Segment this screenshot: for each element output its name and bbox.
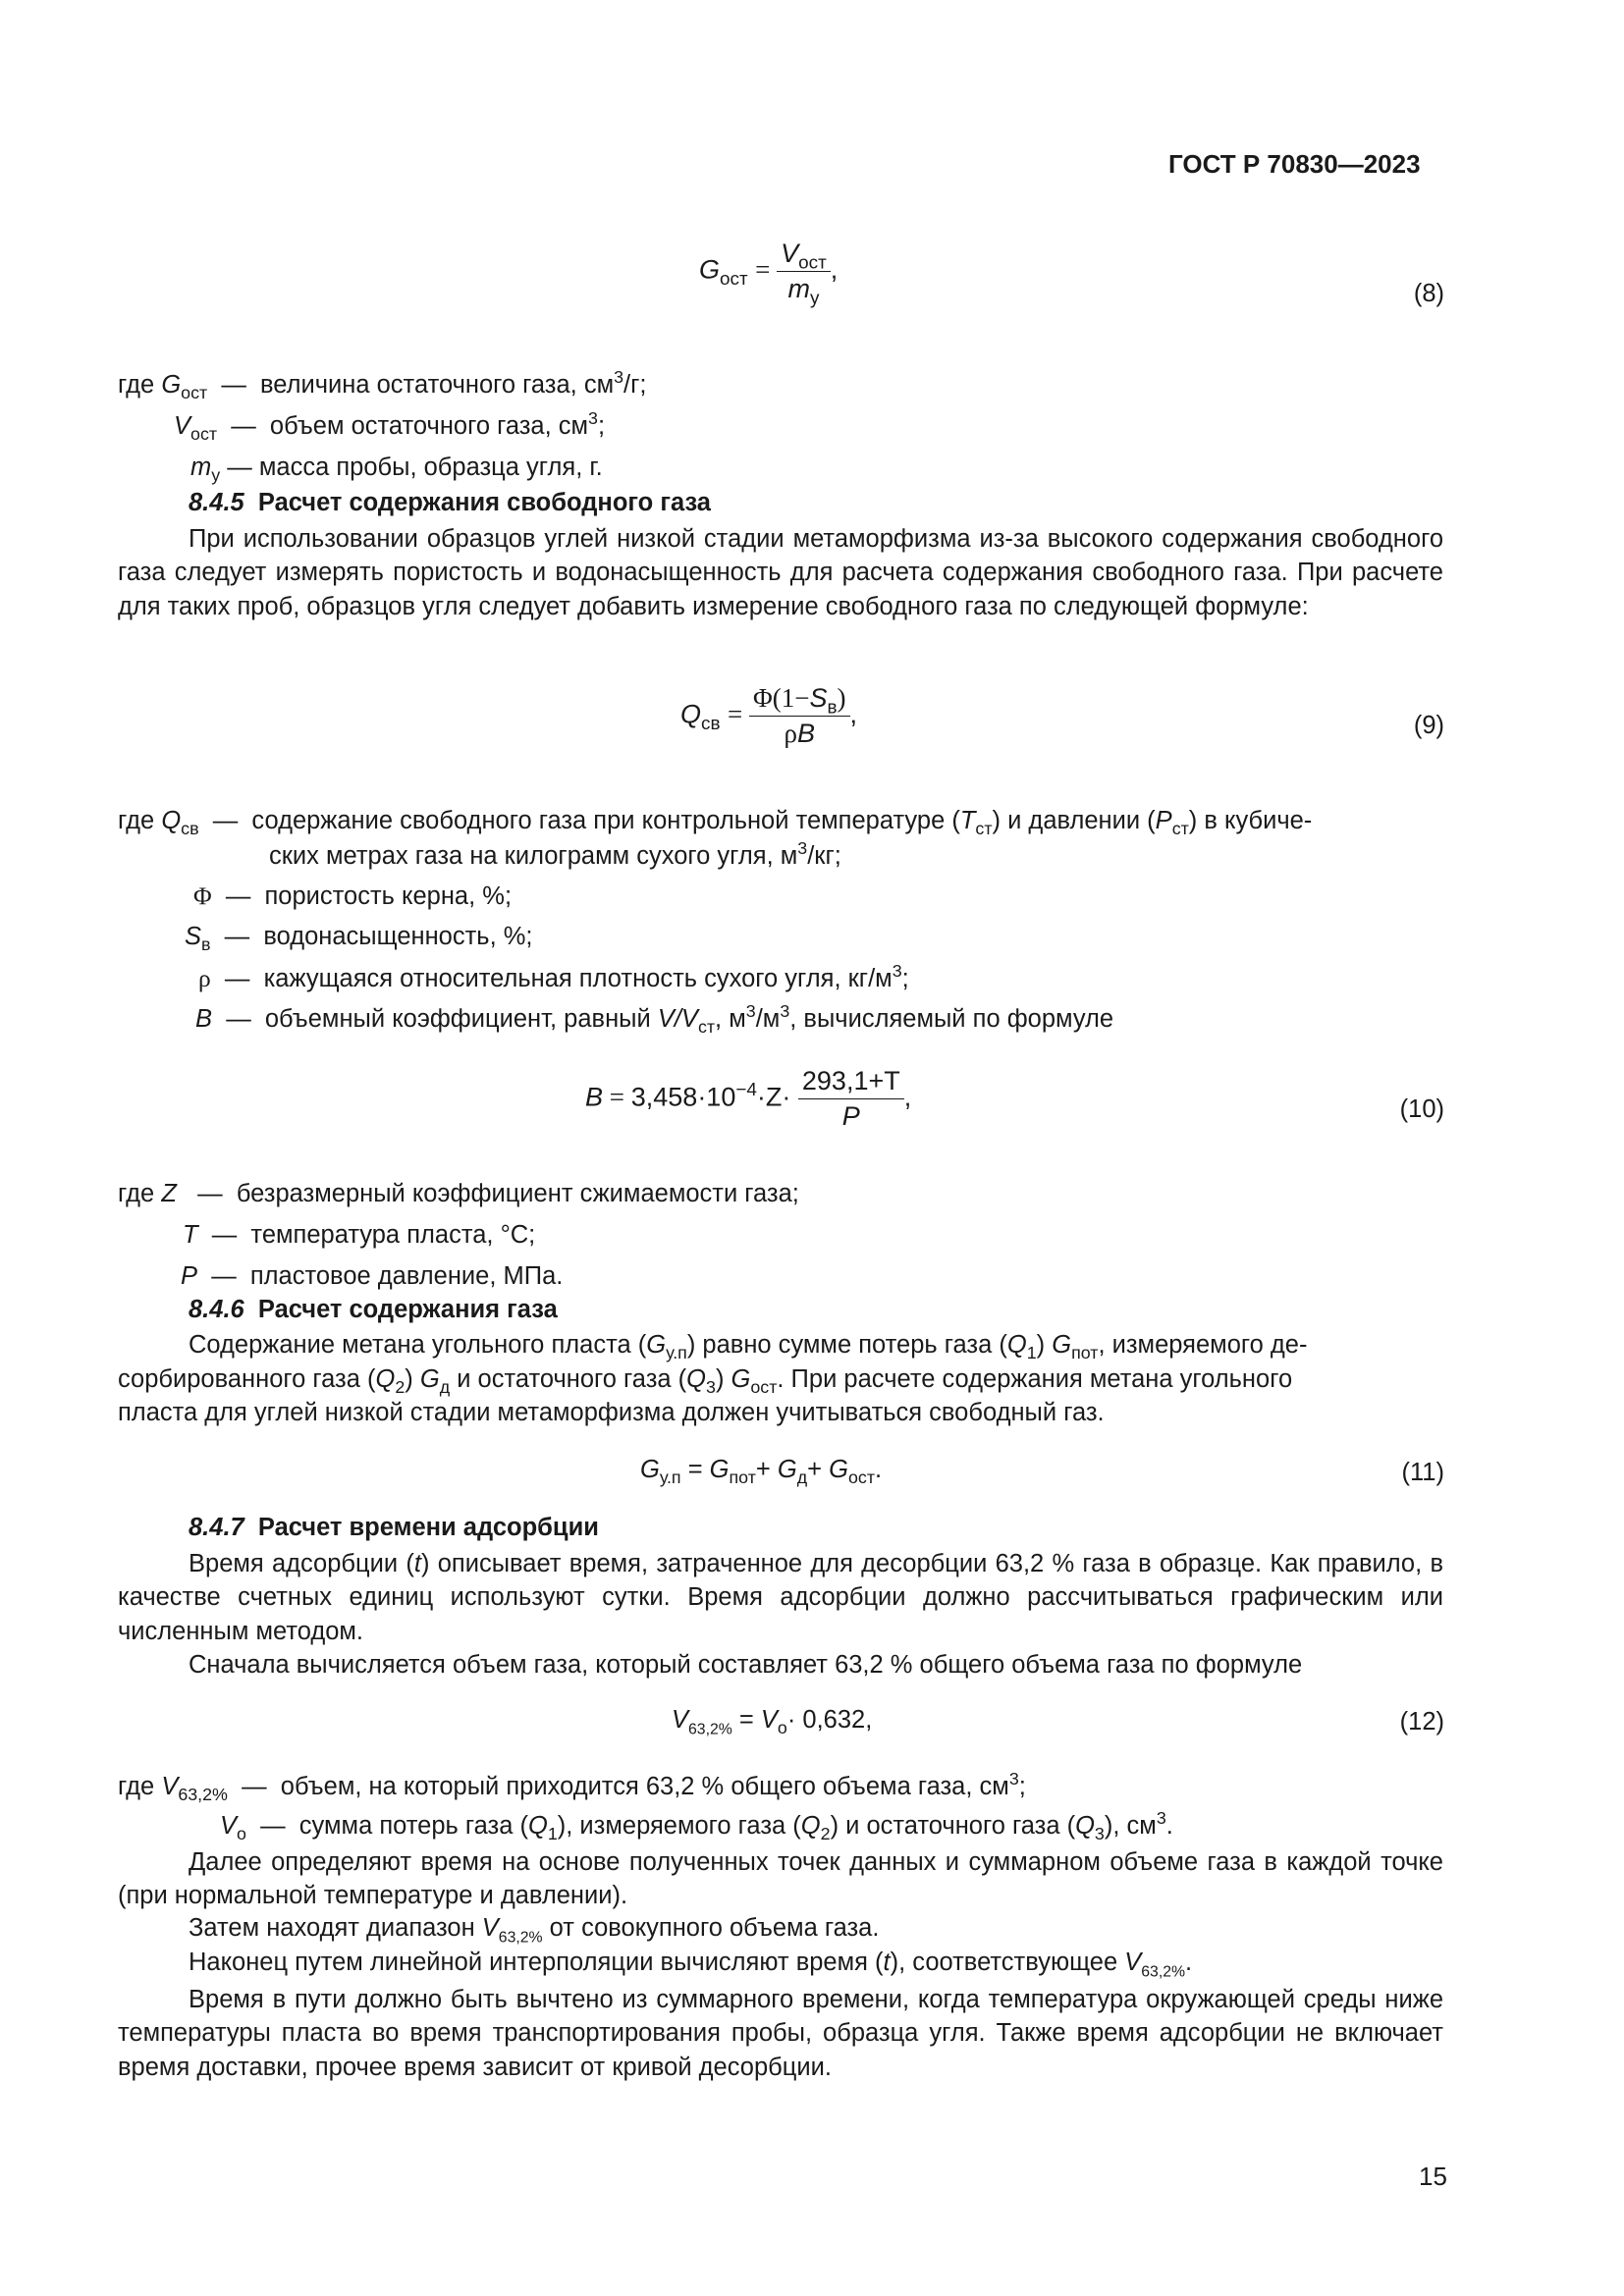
definition-m-y: $m_у$ — масса пробы, образца угля, г.: [190, 454, 603, 486]
equation-11: $G_{у.п} = G_{пот}+ G_д+ G_{ост}$.: [640, 1456, 883, 1488]
paragraph-data-points: Далее определяют время на основе полученных точек данных и суммарном объеме газа в каждой точке (при нормальной температуре и давлении).: [118, 1848, 1443, 1910]
paragraph-range: Затем находят диапазон $V_{63,2\%}$ от совокупного объема газа.: [189, 1914, 880, 1947]
paragraph-interpolation: Наконец путем линейной интерполяции вычисляют время (t), соответствующее $V_{63,2\%}$.: [189, 1949, 1193, 1981]
document-id: ГОСТ Р 70830—2023: [1168, 149, 1421, 179]
section-8-4-5-body: При использовании образцов углей низкой стадии метаморфизма из-за высокого содержания свободного газа следует измерять пористость и водонасыщенность для расчета содержания свободного газа. При расчете для таких проб, образцов угля следует добавить измерение свободного газа по следующей формуле:: [118, 525, 1443, 620]
paragraph-travel-time: Время в пути должно быть вычтено из суммарного времени, когда температура окружающей среды ниже температуры пласта во время транспортирования пробы, образца угля. Также время адсорбции не включает время доставки, прочее время зависит от кривой десорбции.: [118, 1986, 1443, 2081]
definition-v-63: где $V_{63,2\%}$ — объем, на который приходится 63,2 % общего объема газа, $см^3$;: [118, 1769, 1026, 1805]
section-8-4-6-line-3: пласта для углей низкой стадии метаморфизма должен учитываться свободный газ.: [118, 1399, 1105, 1426]
equation-9-number: (9): [1413, 712, 1444, 739]
definition-v-o: $V_о$ — сумма потерь газа $(Q_1)$, измеряемого газа $(Q_2)$ и остаточного газа $(Q_3)$, $см^3$.: [220, 1808, 1173, 1844]
section-8-4-7-formula-intro: Сначала вычисляется объем газа, который составляет 63,2 % общего объема газа по формуле: [189, 1651, 1303, 1679]
equation-10-number: (10): [1399, 1095, 1444, 1123]
equation-10: $B = 3,458\cdot 10^{-4}\cdot Z\cdot$ $\frac{293,1+T}{P}$ ,: [585, 1066, 912, 1131]
equation-8: $G_{ост}$ = $\frac{V_{ост}}{m_у}$ ,: [699, 239, 839, 309]
definition-v-ost: $V_{ост}$ — объем остаточного газа, $см^3$;: [174, 408, 606, 445]
equation-12: $V_{63,2\%} = V_о\cdot 0,632$,: [672, 1706, 873, 1738]
section-8-4-5-heading: 8.4.5 Расчет содержания свободного газа: [189, 489, 711, 516]
section-8-4-7-heading: 8.4.7 Расчет времени адсорбции: [189, 1514, 599, 1541]
definition-p: P — пластовое давление, МПа.: [181, 1262, 564, 1290]
page-number: 15: [1419, 2162, 1447, 2191]
section-8-4-6-line-2: сорбированного газа $(Q_2)$ $G_д$ и остаточного газа $(Q_3)$ $G_{ост}$. При расчете содержания метана угольного: [118, 1365, 1293, 1398]
definition-s-v: $S_в$ — водонасыщенность, %;: [185, 923, 533, 955]
definition-b: B — объемный коэффициент, равный $V/V_{ст}$, $м^3/м^3$, вычисляемый по формуле: [195, 1001, 1114, 1038]
definition-t: T — температура пласта, °С;: [183, 1221, 536, 1249]
definition-rho: ρ — кажущаяся относительная плотность сухого угля, $кг/м^3$;: [198, 961, 909, 992]
definition-q-sv: где $Q_{св}$ — содержание свободного газа при контрольной температуре $(T_{ст})$ и давлении $(P_{ст})$ в кубиче-: [118, 807, 1313, 839]
equation-11-number: (11): [1401, 1459, 1444, 1486]
definition-z: где Z — безразмерный коэффициент сжимаемости газа;: [118, 1180, 799, 1207]
equation-9: $Q_{св}$ = $\frac{\Phi(1-S_в)}{\rho B}$ ,: [680, 683, 858, 748]
definition-phi: Φ — пористость керна, %;: [193, 881, 513, 910]
section-8-4-6-line-1: Содержание метана угольного пласта $(G_{у.п})$ равно сумме потерь газа $(Q_1)$ $G_{пот}$, измеряемого де-: [189, 1331, 1308, 1363]
equation-8-number: (8): [1413, 280, 1444, 307]
definition-g-ost: где $G_{ост}$ — величина остаточного газа, $см^3/г$;: [118, 367, 647, 403]
section-8-4-6-heading: 8.4.6 Расчет содержания газа: [189, 1296, 558, 1323]
definition-q-sv-cont: ских метрах газа на килограмм сухого угля, $м^3/кг$;: [269, 838, 841, 870]
equation-12-number: (12): [1399, 1708, 1444, 1735]
section-8-4-7-body: Время адсорбции (t) описывает время, затраченное для десорбции 63,2 % газа в образце. Как правило, в качестве счетных единиц используют сутки. Время адсорбции должно рассчитываться графическим или численным методом.: [118, 1550, 1443, 1645]
